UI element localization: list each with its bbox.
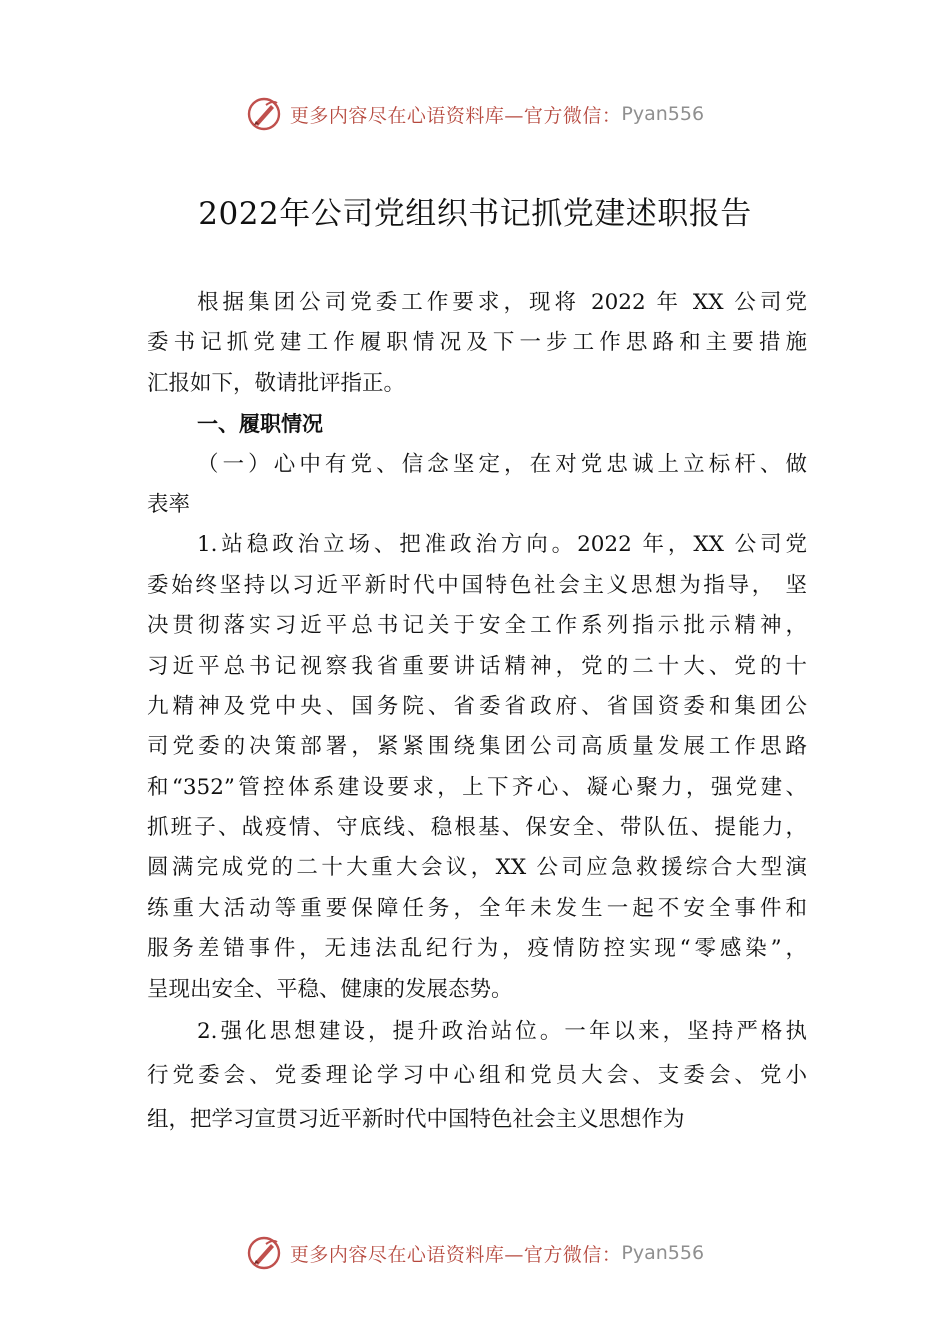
body-line: 委书记抓党建工作履职情况及下一步工作思路和主要措施 [147, 330, 807, 356]
body-line: 委始终坚持以习近平新时代中国特色社会主义思想为指导， 坚 [147, 572, 807, 598]
document-title: 2022年公司党组织书记抓党建述职报告 [198, 196, 752, 232]
subsection-heading-cont: 表率 [147, 491, 191, 517]
body-line: 习近平总书记视察我省重要讲话精神，党的二十大、党的十 [147, 653, 807, 679]
body-line: 根据集团公司党委工作要求，现将 2022 年 XX 公司党 [197, 290, 807, 315]
body-line: 司党委的决策部署，紧紧围绕集团公司高质量发展工作思路 [147, 734, 807, 760]
banner-wechat-id: Pyan556 [621, 1242, 705, 1264]
banner-wechat-id: Pyan556 [621, 103, 705, 125]
banner-brand-text: 更多内容尽在心语资料库—官方微信： [289, 1243, 622, 1266]
body-line: 汇报如下，敬请批评指正。 [147, 370, 406, 396]
body-line: 抓班子、战疫情、守底线、稳根基、保安全、带队伍、提能力， [147, 815, 807, 841]
header-watermark-banner [0, 94, 950, 134]
footer-watermark-banner [0, 1233, 950, 1273]
body-line: 和“352”管控体系建设要求，上下齐心、凝心聚力，强党建、 [147, 774, 807, 800]
section-heading: 一、履职情况 [197, 412, 323, 437]
body-line: 行党委会、党委理论学习中心组和党员大会、支委会、党小 [147, 1063, 807, 1089]
quill-logo-icon [246, 96, 282, 132]
banner-brand-text: 更多内容尽在心语资料库—官方微信： [289, 104, 622, 127]
document-body [147, 283, 807, 1142]
subsection-heading: （一）心中有党、信念坚定，在对党忠诚上立标杆、做 [197, 451, 807, 477]
body-line: 组，把学习宣贯习近平新时代中国特色社会主义思想作为 [147, 1107, 685, 1133]
body-line: 1.站稳政治立场、把准政治方向。2022 年，XX 公司党 [197, 532, 807, 558]
body-line: 决贯彻落实习近平总书记关于安全工作系列指示批示精神， [147, 613, 807, 639]
quill-logo-icon [246, 1235, 282, 1271]
body-line: 2.强化思想建设，提升政治站位。一年以来，坚持严格执 [197, 1019, 807, 1045]
body-line: 练重大活动等重要保障任务，全年未发生一起不安全事件和 [147, 895, 807, 921]
body-line: 服务差错事件，无违法乱纪行为，疫情防控实现“零感染”， [147, 936, 807, 962]
body-line: 呈现出安全、平稳、健康的发展态势。 [147, 976, 513, 1002]
body-line: 圆满完成党的二十大重大会议，XX 公司应急救援综合大型演 [147, 855, 807, 881]
body-line: 九精神及党中央、国务院、省委省政府、省国资委和集团公 [147, 693, 807, 719]
